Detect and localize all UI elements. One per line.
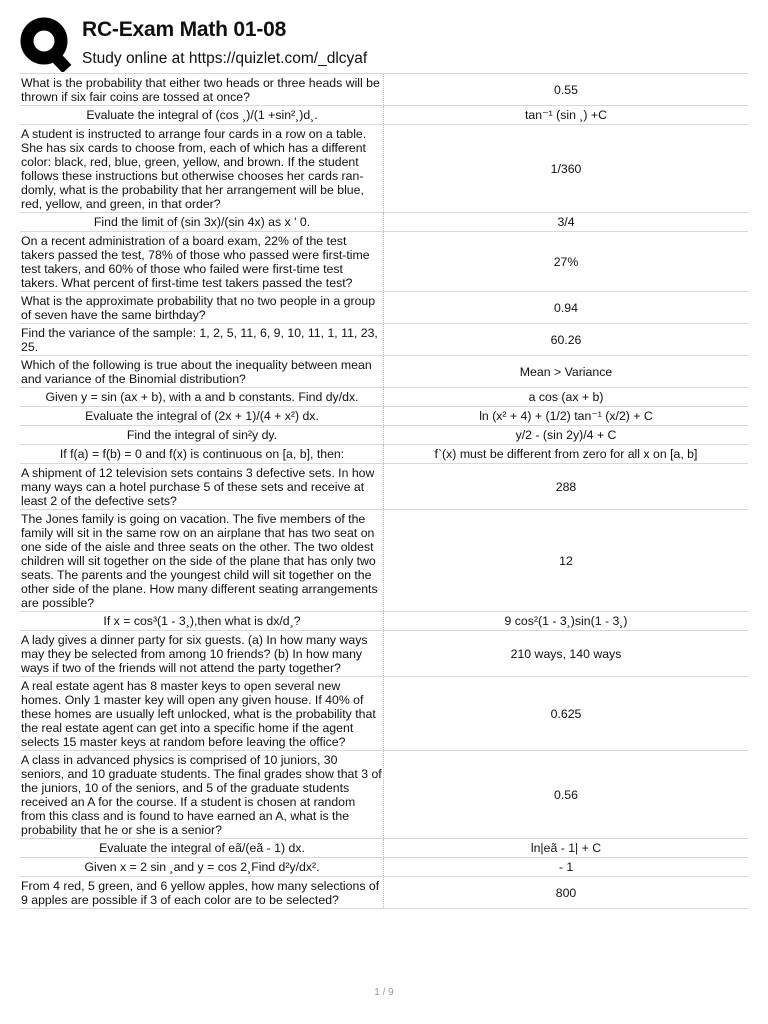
- table-row: [20, 509, 748, 611]
- question-term: A real estate agent has 8 master keys to open several new homes. Only 1 master key will open any given house. If 40% of these homes are usually left unlocked, what is the probability that the real estate agent can get into a specific home if the agent selects 15 master keys at random before leaving the office?: [20, 677, 384, 750]
- answer-definition: - 1: [558, 860, 574, 874]
- answer-definition: 0.94: [554, 300, 578, 315]
- answer-definition: 12: [559, 553, 573, 568]
- table-row: [20, 857, 748, 876]
- question-term: If x = cos³(1 - 3¸),then what is dx/d¸?: [20, 612, 384, 630]
- question-term: Find the integral of sin²y dy.: [20, 426, 384, 444]
- answer-definition: 3/4: [557, 215, 575, 229]
- table-row: [20, 406, 748, 425]
- page-number: 1 / 9: [374, 987, 394, 998]
- question-term: If f(a) = f(b) = 0 and f(x) is continuous on [a, b], then:: [20, 445, 384, 463]
- answer-definition: 9 cos²(1 - 3¸)sin(1 - 3¸): [504, 614, 628, 628]
- answer-definition: tan⁻¹ (sin ¸) +C: [525, 108, 607, 122]
- answer-definition: ln (x² + 4) + (1/2) tan⁻¹ (x/2) + C: [479, 409, 653, 423]
- answer-definition: a cos (ax + b): [528, 390, 604, 404]
- answer-definition: 288: [555, 479, 577, 494]
- question-term: The Jones family is going on vacation. The five members of the family will sit in the same row on an airplane that has two seat on one side of the aisle and three seats on the other. The two oldest children will sit together on the side of the plane that has only two seats. The parents and the youngest child will sit together on the other side of the plane. How many different seating arrangements are possible?: [20, 510, 384, 611]
- question-term: Evaluate the integral of (cos ¸)/(1 +sin²¸)d¸.: [20, 106, 384, 124]
- question-term: Evaluate the integral of (2x + 1)/(4 + x²) dx.: [20, 407, 384, 425]
- table-row: [20, 463, 748, 509]
- answer-definition: 0.56: [554, 787, 578, 802]
- table-row: [20, 291, 748, 323]
- answer-definition: f`(x) must be different from zero for all x on [a, b]: [434, 447, 698, 461]
- answer-definition: 0.55: [554, 82, 578, 97]
- answer-definition: 1/360: [550, 161, 582, 176]
- question-term: What is the approximate probability that no two people in a group of seven have the same birthday?: [20, 292, 384, 323]
- page-title: RC-Exam Math 01-08: [82, 18, 287, 41]
- table-row: [20, 323, 748, 355]
- flashcard-table: [20, 73, 748, 909]
- question-term: Find the limit of (sin 3x)/(sin 4x) as x ' 0.: [20, 213, 384, 231]
- table-row: [20, 425, 748, 444]
- question-term: On a recent administration of a board exam, 22% of the test takers passed the test, 78% of those who passed were first-time test takers, and 60% of those who failed were first-time test takers. What percent of first-time test takers passed the test?: [20, 232, 384, 291]
- table-row: [20, 444, 748, 463]
- table-row: [20, 124, 748, 212]
- table-row: [20, 355, 748, 387]
- question-term: From 4 red, 5 green, and 6 yellow apples, how many selections of 9 apples are possible if 3 of each color are to be selected?: [20, 877, 384, 908]
- question-term: A lady gives a dinner party for six guests. (a) In how many ways may they be selected from among 10 friends? (b) In how many ways if two of the friends will not attend the party together?: [20, 631, 384, 676]
- question-term: Given y = sin (ax + b), with a and b constants. Find dy/dx.: [20, 388, 384, 406]
- table-row: [20, 73, 748, 105]
- quizlet-q-logo-icon: [20, 14, 72, 72]
- question-term: A shipment of 12 television sets contains 3 defective sets. In how many ways can a hotel purchase 5 of these sets and receive at least 2 of the defective sets?: [20, 464, 384, 509]
- question-term: Given x = 2 sin ¸and y = cos 2¸Find d²y/dx².: [20, 858, 384, 876]
- answer-definition: 27%: [553, 254, 579, 269]
- table-row: [20, 231, 748, 291]
- table-row: [20, 105, 748, 124]
- question-term: Evaluate the integral of eã/(eã - 1) dx.: [20, 839, 384, 857]
- question-term: A student is instructed to arrange four cards in a row on a table. She has six cards to choose from, each of which has a different color: black, red, blue, green, yellow, and brown. If the student follows these instructions but otherwise chooses her cards ran- domly, what is the probability that her arrangement will be blue, red, yellow, and green, in that order?: [20, 125, 384, 212]
- answer-definition: 60.26: [550, 332, 582, 347]
- table-row: [20, 676, 748, 750]
- table-row: [20, 750, 748, 838]
- table-row: [20, 876, 748, 909]
- page-header: [20, 14, 760, 72]
- answer-definition: 800: [555, 885, 577, 900]
- answer-definition: y/2 - (sin 2y)/4 + C: [515, 428, 617, 442]
- table-row: [20, 630, 748, 676]
- answer-definition: 0.625: [550, 706, 582, 721]
- study-online-link[interactable]: Study online at https://quizlet.com/_dlcyaf: [82, 50, 368, 67]
- answer-definition: 210 ways, 140 ways: [510, 646, 622, 661]
- question-term: Which of the following is true about the inequality between mean and variance of the Binomial distribution?: [20, 356, 384, 387]
- table-row: [20, 838, 748, 857]
- answer-definition: Mean > Variance: [519, 364, 613, 379]
- table-row: [20, 212, 748, 231]
- question-term: Find the variance of the sample: 1, 2, 5, 11, 6, 9, 10, 11, 1, 11, 23, 25.: [20, 324, 384, 355]
- question-term: A class in advanced physics is comprised of 10 juniors, 30 seniors, and 10 graduate students. The final grades show that 3 of the juniors, 10 of the seniors, and 5 of the graduate students received an A for the course. If a student is chosen at random from this class and is found to have earned an A, what is the probability that he or she is a senior?: [20, 751, 384, 838]
- question-term: What is the probability that either two heads or three heads will be thrown if six fair coins are tossed at once?: [20, 74, 384, 105]
- table-row: [20, 387, 748, 406]
- answer-definition: ln|eã - 1| + C: [530, 841, 602, 855]
- table-row: [20, 611, 748, 630]
